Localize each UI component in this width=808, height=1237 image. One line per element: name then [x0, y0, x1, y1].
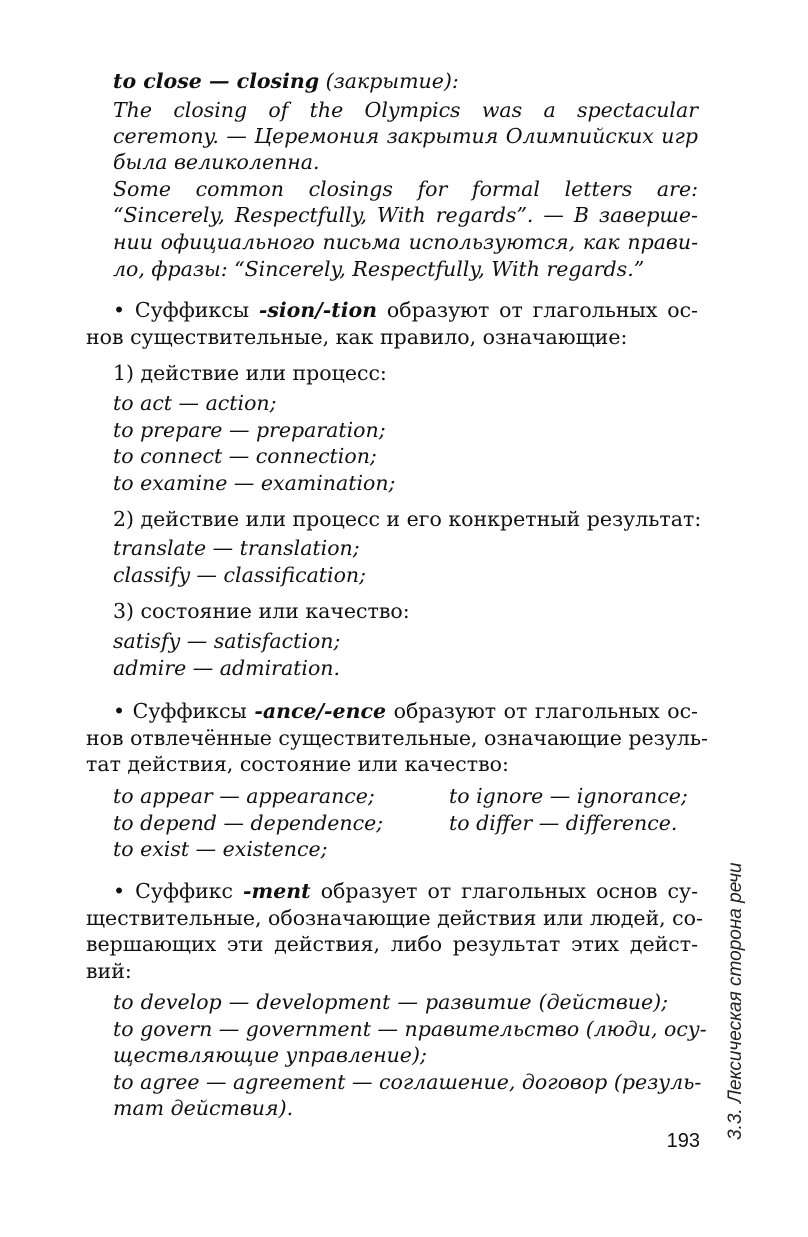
example-item: satisfy — satisfaction;	[113, 629, 341, 653]
ment-intro	[113, 878, 698, 904]
close-line: ло, фразы: “Sincerely, Respectfully, With regards.”	[113, 257, 645, 281]
section-caption: 3.3. Лексическая сторона речи	[725, 862, 746, 1140]
example-item: to examine — examination;	[113, 471, 396, 495]
close-line: была великолепна.	[113, 150, 320, 174]
ment-intro-line2: ществительные, обозначающие действия или людей, со-	[86, 906, 703, 930]
example-item: to appear — appearance;	[113, 784, 375, 808]
sion-intro	[113, 297, 698, 323]
example-item: translate — translation;	[113, 536, 360, 560]
example-item: to ignore — ignorance;	[449, 784, 688, 808]
ance-intro	[113, 698, 698, 724]
ment-intro-line3: вершающих эти действия, либо результат этих дейст-	[86, 932, 698, 956]
close-line: The closing of the Olympics was a spectacular	[113, 98, 698, 122]
ment-suffix: -ment	[243, 879, 311, 903]
ment-intro-line4: вий:	[86, 959, 132, 983]
sion-group1-title: 1) действие или процесс:	[113, 361, 387, 385]
close-heading	[113, 68, 459, 94]
sion-intro-prefix: • Суффиксы	[113, 298, 259, 322]
close-heading-word: to close — closing	[113, 69, 320, 93]
example-item: to act — action;	[113, 391, 277, 415]
example-item: admire — admiration.	[113, 656, 341, 680]
example-item: to develop — development — развитие (действие);	[113, 990, 668, 1014]
example-item: to agree — agreement — соглашение, договор (резуль-	[113, 1070, 702, 1094]
example-item: to depend — dependence;	[113, 811, 384, 835]
close-line: нии официального письма используются, как прави-	[113, 230, 698, 254]
ment-intro-rest: образует от глагольных основ су-	[310, 879, 699, 903]
sion-suffix: -sion/-tion	[258, 298, 378, 322]
close-line: ceremony. — Церемония закрытия Олимпийских игр	[113, 124, 698, 148]
example-item: to exist — existence;	[113, 837, 328, 861]
ance-intro-rest: образуют от глагольных ос-	[386, 699, 698, 723]
sion-group2-title: 2) действие или процесс и его конкретный результат:	[113, 507, 702, 531]
example-item: to connect — connection;	[113, 444, 377, 468]
example-item: to differ — difference.	[449, 811, 678, 835]
close-line: Some common closings for formal letters are:	[113, 177, 698, 201]
page-number: 193	[666, 1130, 700, 1152]
close-line: “Sincerely, Respectfully, With regards”. — В заверше-	[113, 203, 698, 227]
sion-intro-line2: нов существительные, как правило, означающие:	[86, 325, 628, 349]
sion-group3-title: 3) состояние или качество:	[113, 599, 410, 623]
sion-intro-rest: образуют от глагольных ос-	[377, 298, 698, 322]
example-item: classify — classification;	[113, 563, 367, 587]
close-heading-gloss: (закрытие):	[325, 69, 459, 93]
ance-intro-line3: тат действия, состояние или качество:	[86, 752, 509, 776]
ance-intro-line2: нов отвлечённые существительные, означающие резуль-	[86, 726, 708, 750]
example-item: тат действия).	[113, 1096, 294, 1120]
example-item: to govern — government — правительство (люди, осу-	[113, 1017, 707, 1041]
example-item: to prepare — preparation;	[113, 418, 386, 442]
ance-suffix: -ance/-ence	[254, 699, 387, 723]
ance-intro-prefix: • Суффиксы	[113, 699, 255, 723]
example-item: ществляющие управление);	[113, 1043, 427, 1067]
ment-intro-prefix: • Суффикс	[113, 879, 244, 903]
